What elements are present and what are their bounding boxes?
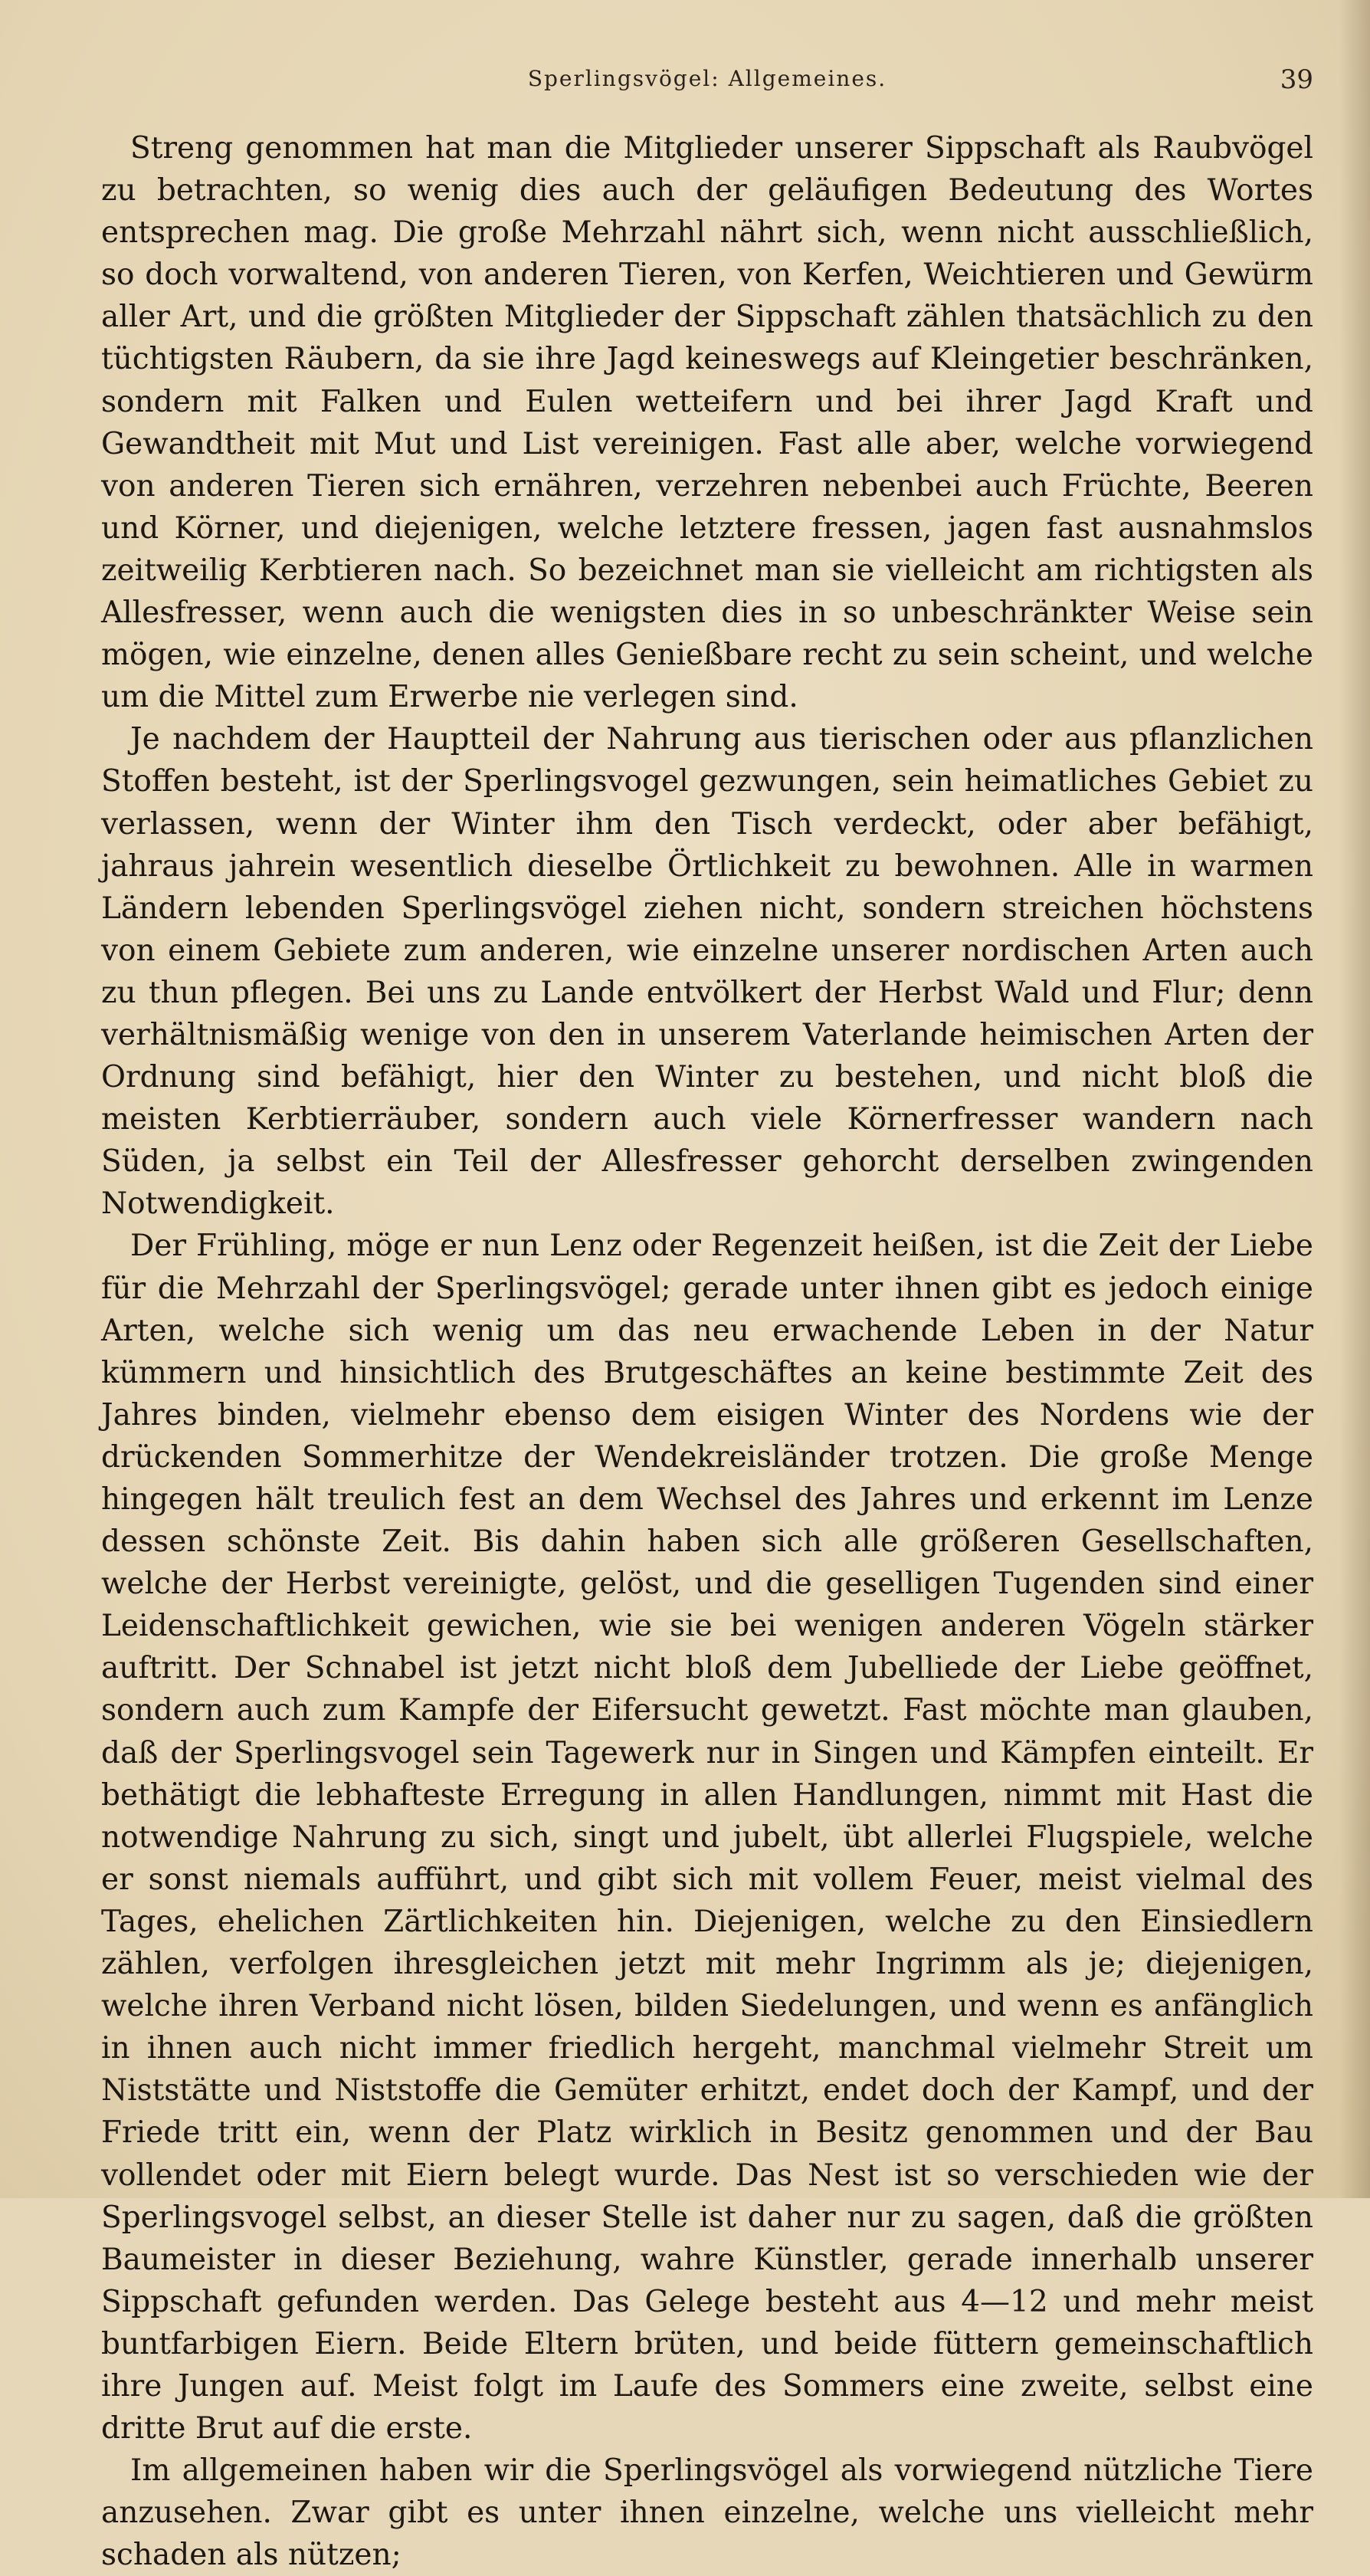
page-number: 39 [1280, 64, 1313, 95]
running-head [101, 61, 1313, 107]
running-title: Sperlingsvögel: Allgemeines. [527, 66, 887, 91]
paragraph-2: Je nachdem der Hauptteil der Nahrung aus tierischen oder aus pflanzlichen Stoffen besteht, ist der Sperlingsvogel gezwungen, sein heimatliches Gebiet zu verlassen, wenn der Winter ihm den Tisch verdeckt, oder aber befähigt, jahraus jahrein wesentlich dieselbe Örtlichkeit zu bewohnen. Alle in warmen Ländern lebenden Sperlingsvögel ziehen nicht, sondern streichen höchstens von einem Gebiete zum anderen, wie einzelne unserer nordischen Arten auch zu thun pflegen. Bei uns zu Lande entvölkert der Herbst Wald und Flur; denn verhältnismäßig wenige von den in unserem Vaterlande heimischen Arten der Ordnung sind befähigt, hier den Winter zu bestehen, und nicht bloß die meisten Kerbtierräuber, sondern auch viele Körnerfresser wandern nach Süden, ja selbst ein Teil der Allesfresser gehorcht derselben zwingenden Notwendigkeit. [101, 722, 1313, 1222]
paragraph-3: Der Frühling, möge er nun Lenz oder Regenzeit heißen, ist die Zeit der Liebe für die Mehrzahl der Sperlingsvögel; gerade unter ihnen gibt es jedoch einige Arten, welche sich wenig um das neu erwachende Leben in der Natur kümmern und hinsichtlich des Brutgeschäftes an keine bestimmte Zeit des Jahres binden, vielmehr ebenso dem eisigen Winter des Nordens wie der drückenden Sommerhitze der Wendekreisländer trotzen. Die große Menge hingegen hält treulich fest an dem Wechsel des Jahres und erkennt im Lenze dessen schönste Zeit. Bis dahin haben sich alle größeren Gesellschaften, welche der Herbst vereinigte, gelöst, und die geselligen Tugenden sind einer Leidenschaftlichkeit gewichen, wie sie bei wenigen anderen Vögeln stärker auftritt. Der Schnabel ist jetzt nicht bloß dem Jubelliede der Liebe geöffnet, sondern auch zum Kampfe der Eifersucht gewetzt. Fast möchte man glauben, daß der Sperlingsvogel sein Tagewerk nur in Singen und Kämpfen einteilt. Er bethätigt die lebhafteste Erregung in allen Handlungen, nimmt mit Hast die notwendige Nahrung zu sich, singt und jubelt, übt allerlei Flugspiele, welche er sonst niemals aufführt, und gibt sich mit vollem Feuer, meist vielmal des Tages, ehelichen Zärtlichkeiten hin. Diejenigen, welche zu den Einsiedlern zählen, verfolgen ihresgleichen jetzt mit mehr Ingrimm als je; diejenigen, welche ihren Verband nicht lösen, bilden Siedelungen, und wenn es anfänglich in ihnen auch nicht immer friedlich hergeht, manchmal vielmehr Streit um Niststätte und Niststoffe die Gemüter erhitzt, endet doch der Kampf, und der Friede tritt ein, wenn der Platz wirklich in Besitz genommen und der Bau vollendet oder mit Eiern belegt wurde. Das Nest ist so verschieden wie der Sperlingsvogel selbst, an dieser Stelle ist daher nur zu sagen, daß die größten Baumeister in dieser Beziehung, wahre Künstler, gerade innerhalb unserer Sippschaft gefunden werden. Das Gelege besteht aus 4—12 und mehr meist buntfarbigen Eiern. Beide Eltern brüten, und beide füttern gemeinschaftlich ihre Jungen auf. Meist folgt im Laufe des Sommers eine zweite, selbst eine dritte Brut auf die erste. [101, 1229, 1313, 2446]
body-text [101, 127, 1313, 2576]
paragraph-4: Im allgemeinen haben wir die Sperlingsvögel als vorwiegend nützliche Tiere anzusehen. Zwar gibt es unter ihnen einzelne, welche uns vielleicht mehr schaden als nützen; [101, 2453, 1313, 2573]
paragraph-1: Streng genommen hat man die Mitglieder unserer Sippschaft als Raubvögel zu betrachten, so wenig dies auch der geläufigen Bedeutung des Wortes entsprechen mag. Die große Mehrzahl nährt sich, wenn nicht ausschließlich, so doch vorwaltend, von anderen Tieren, von Kerfen, Weichtieren und Gewürm aller Art, und die größten Mitglieder der Sippschaft zählen thatsächlich zu den tüchtigsten Räubern, da sie ihre Jagd keineswegs auf Kleingetier beschränken, sondern mit Falken und Eulen wetteifern und bei ihrer Jagd Kraft und Gewandtheit mit Mut und List vereinigen. Fast alle aber, welche vorwiegend von anderen Tieren sich ernähren, verzehren nebenbei auch Früchte, Beeren und Körner, und diejenigen, welche letztere fressen, jagen fast ausnahmslos zeitweilig Kerbtieren nach. So bezeichnet man sie vielleicht am richtigsten als Allesfresser, wenn auch die wenigsten dies in so unbeschränkter Weise sein mögen, wie einzelne, denen alles Genießbare recht zu sein scheint, und welche um die Mittel zum Erwerbe nie verlegen sind. [101, 131, 1313, 715]
